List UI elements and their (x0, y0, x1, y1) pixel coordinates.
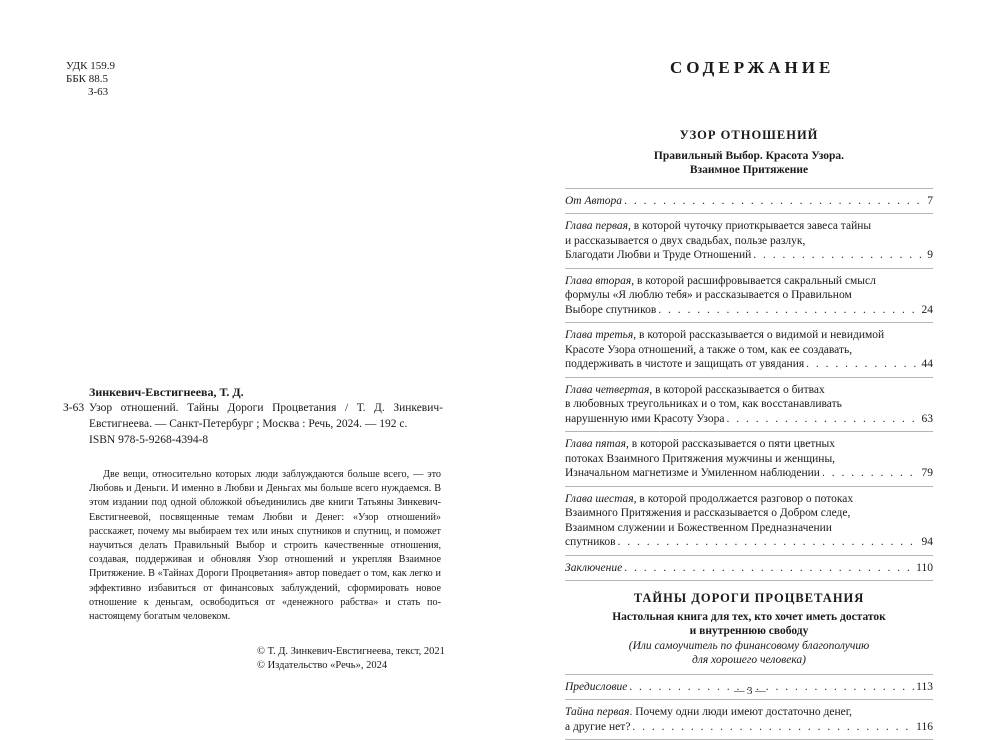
toc-entry-text: спутников (565, 536, 616, 548)
dot-leader (618, 535, 920, 550)
dot-leader (632, 720, 914, 735)
toc-entry-text: нарушенную ими Красоту Узора (565, 413, 725, 425)
dot-leader (629, 680, 914, 695)
page-title: СОДЕРЖАНИЕ (670, 58, 834, 78)
toc-entry[interactable] (565, 486, 933, 555)
toc-entry-text: , в которой рассказывается о битвах (649, 384, 824, 396)
toc-page-number: 63 (922, 412, 934, 427)
toc-entry-text: потоках Взаимного Притяжения мужчины и женщины, (565, 453, 835, 465)
toc-entry-label: От Автора (565, 195, 622, 207)
toc-entry-text: , в которой чуточку приоткрывается завеса тайны (628, 220, 871, 232)
toc-entry-label: Глава третья (565, 329, 633, 341)
bbk-code: ББК 88.5 (66, 73, 115, 86)
toc-entry-text: формулы «Я люблю тебя» и рассказывается о Правильном (565, 289, 852, 301)
toc-entry-text: Изначальном магнетизме и Умиленном наблюдении (565, 467, 820, 479)
part1-subtitle-line1: Правильный Выбор. Красота Узора. (565, 149, 933, 164)
toc-entry-text: Выборе спутников (565, 304, 656, 316)
book-description: Узор отношений. Тайны Дороги Процветания / Т. Д. Зинкевич-Евстигнеева. — Санкт-Петербург ; Москва : Речь, 2024. — 192 с. (89, 400, 443, 432)
dot-leader (624, 194, 925, 209)
toc-entry-label: Глава первая (565, 220, 628, 232)
toc-entry-text: поддерживать в чистоте и защищать от увядания (565, 358, 804, 370)
toc-entry-label: Глава пятая (565, 438, 626, 450)
toc-entry-label: Глава вторая (565, 275, 631, 287)
part1-title: УЗОР ОТНОШЕНИЙ (565, 128, 933, 143)
dot-leader (753, 248, 925, 263)
part2-subtitle-line1: Настольная книга для тех, кто хочет иметь достаток (565, 610, 933, 625)
toc-entry[interactable] (565, 188, 933, 214)
toc-page-number: 79 (922, 466, 934, 481)
left-page (0, 0, 500, 719)
copyright-text: © Т. Д. Зинкевич-Евстигнеева, текст, 2021 (257, 645, 445, 659)
toc-entry-label: Тайна первая (565, 706, 629, 718)
author-heading: Зинкевич-Евстигнеева, Т. Д. (63, 384, 443, 400)
part1-entries (565, 188, 933, 582)
toc-entry[interactable] (565, 268, 933, 323)
bibliographic-record (63, 384, 443, 448)
dot-leader (806, 357, 919, 372)
toc-entry-text: в любовных треугольниках и о том, как восстанавливать (565, 398, 842, 410)
toc-entry-text: Взаимного Притяжения и рассказывается о Добром следе, (565, 507, 850, 519)
toc-entry-text: . Почему одни люди имеют достаточно денег, (629, 706, 852, 718)
toc-page-number: 113 (916, 680, 933, 695)
toc-page-number: 116 (916, 720, 933, 735)
udc-code: УДК 159.9 (66, 60, 115, 73)
page-number: — 3 — (734, 686, 766, 697)
table-of-contents (565, 128, 933, 740)
toc-entry-text: Благодати Любви и Труде Отношений (565, 249, 751, 261)
toc-entry-label: Глава шестая (565, 493, 634, 505)
isbn: ISBN 978-5-9268-4394-8 (63, 432, 443, 448)
copyright-publisher: © Издательство «Речь», 2024 (257, 659, 445, 673)
toc-entry-text: , в которой расшифровывается сакральный смысл (631, 275, 876, 287)
toc-page-number: 7 (927, 194, 933, 209)
annotation: Две вещи, относительно которых люди заблуждаются больше всего, — это Любовь и Деньги. И именно в Любви и Деньгах мы больше всего нуждаемся. В этом издании под одной обложкой объединились две книги Татьяны Зинкевич-Евстигнеевой, посвященные темам Любви и Денег: «Узор отношений» расскажет, почему мы выбираем тех или иных спутников и спутниц, и поможет научиться делать Правильный Выбор и строить качественные отношения, создавая, поддерживая и обновляя Узор отношений и укрепляя Взаимное Притяжение. В «Тайнах Дороги Процветания» автор поведает о том, как легко и эффективно избавиться от финансовых заблуждений, сформировать новое отношение к деньгам, освободиться от «денежного рабства» и стать по-настоящему богатым человеком. (89, 468, 441, 624)
toc-entry[interactable] (565, 322, 933, 377)
dot-leader (822, 466, 920, 481)
dot-leader (727, 412, 920, 427)
author-mark-code: З-63 (63, 400, 89, 432)
author-mark: З-63 (66, 86, 115, 99)
toc-entry-text: и рассказывается о двух свадьбах, пользе разлук, (565, 235, 805, 247)
toc-page-number: 94 (922, 535, 934, 550)
part2-subtitle-line2: и внутреннюю свободу (565, 624, 933, 639)
toc-entry-text: , в которой рассказывается о пяти цветных (626, 438, 835, 450)
toc-entry[interactable] (565, 555, 933, 581)
part2-entries (565, 674, 933, 740)
part1-subtitle-line2: Взаимное Притяжение (565, 163, 933, 178)
classification-codes (66, 60, 115, 99)
toc-page-number: 44 (922, 357, 934, 372)
part2-note-line2: для хорошего человека) (565, 653, 933, 668)
toc-entry-label: Глава четвертая (565, 384, 649, 396)
toc-entry[interactable] (565, 377, 933, 432)
toc-entry-label: Предисловие (565, 681, 627, 693)
part2-title: ТАЙНЫ ДОРОГИ ПРОЦВЕТАНИЯ (565, 591, 933, 606)
toc-page-number: 110 (916, 561, 933, 576)
toc-entry-text: , в которой продолжается разговор о потоках (634, 493, 853, 505)
toc-entry[interactable] (565, 213, 933, 268)
toc-entry-text: а другие нет? (565, 721, 630, 733)
copyright-block (257, 645, 445, 673)
dot-leader (658, 303, 919, 318)
toc-page-number: 9 (927, 248, 933, 263)
part2-note-line1: (Или самоучитель по финансовому благополучию (565, 639, 933, 654)
toc-entry-text: , в которой рассказывается о видимой и невидимой (633, 329, 884, 341)
toc-entry-text: Красоте Узора отношений, а также о том, как ее создавать, (565, 344, 852, 356)
toc-entry[interactable] (565, 431, 933, 486)
toc-entry-label: Заключение (565, 562, 622, 574)
toc-page-number: 24 (922, 303, 934, 318)
toc-entry[interactable] (565, 699, 933, 739)
dot-leader (624, 561, 914, 576)
toc-entry-text: Взаимном служении и Божественном Предназначении (565, 522, 832, 534)
